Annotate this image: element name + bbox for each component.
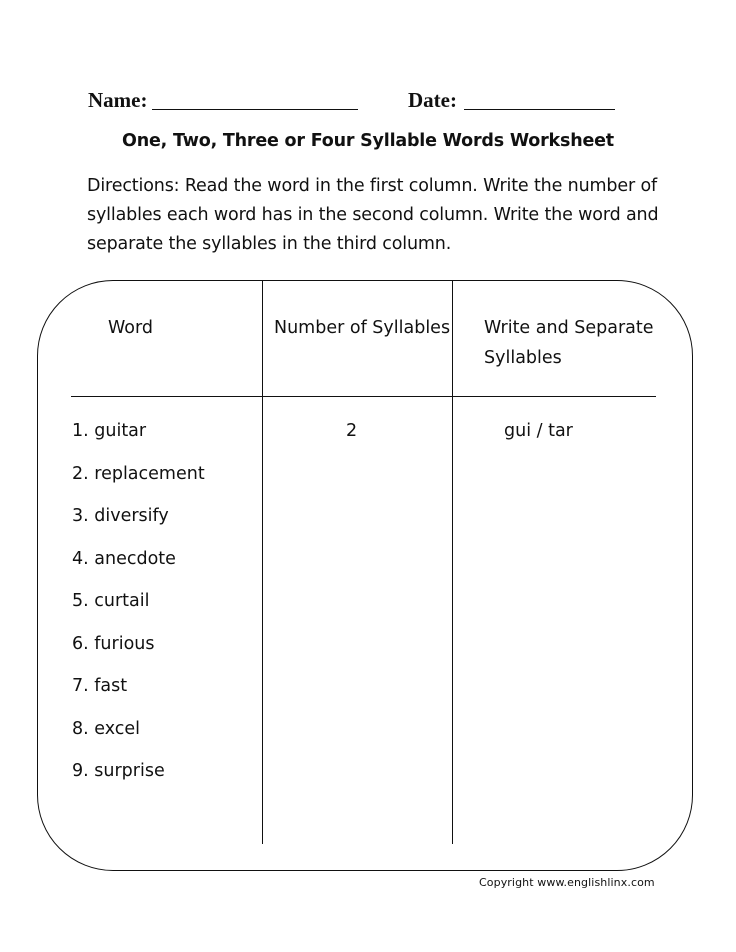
- directions-text: Directions: Read the word in the first column. Write the number of syllables each word has in the second column. Write the word and separate the syllables in the third column.: [87, 176, 659, 254]
- word-row: 4. anecdote: [72, 548, 176, 569]
- word-list: [72, 417, 205, 800]
- date-label: Date:: [408, 88, 457, 112]
- example-separated-word: gui / tar: [504, 421, 573, 441]
- column-divider-1: [262, 281, 263, 844]
- column-header-syllables: Number of Syllables: [274, 318, 451, 338]
- date-blank-line[interactable]: [464, 109, 615, 110]
- worksheet-title: One, Two, Three or Four Syllable Words Worksheet: [122, 131, 614, 151]
- header-divider: [71, 396, 656, 397]
- word-row: 2. replacement: [72, 463, 205, 484]
- word-row: 6. furious: [72, 633, 155, 654]
- example-syllable-count: 2: [346, 421, 358, 441]
- name-label: Name:: [88, 88, 148, 112]
- word-row: 3. diversify: [72, 506, 169, 526]
- word-row: 8. excel: [72, 718, 141, 739]
- word-row: 5. curtail: [72, 591, 150, 611]
- name-blank-line[interactable]: [152, 109, 358, 110]
- word-row: 9. surprise: [72, 761, 165, 781]
- word-row: 1. guitar: [72, 421, 147, 441]
- word-row: 7. fast: [72, 676, 128, 696]
- column-header-separate: Write and Separate Syllables: [484, 318, 654, 368]
- column-header-word: Word: [108, 318, 153, 338]
- column-divider-2: [452, 281, 453, 844]
- copyright-text: Copyright www.englishlinx.com: [479, 876, 655, 889]
